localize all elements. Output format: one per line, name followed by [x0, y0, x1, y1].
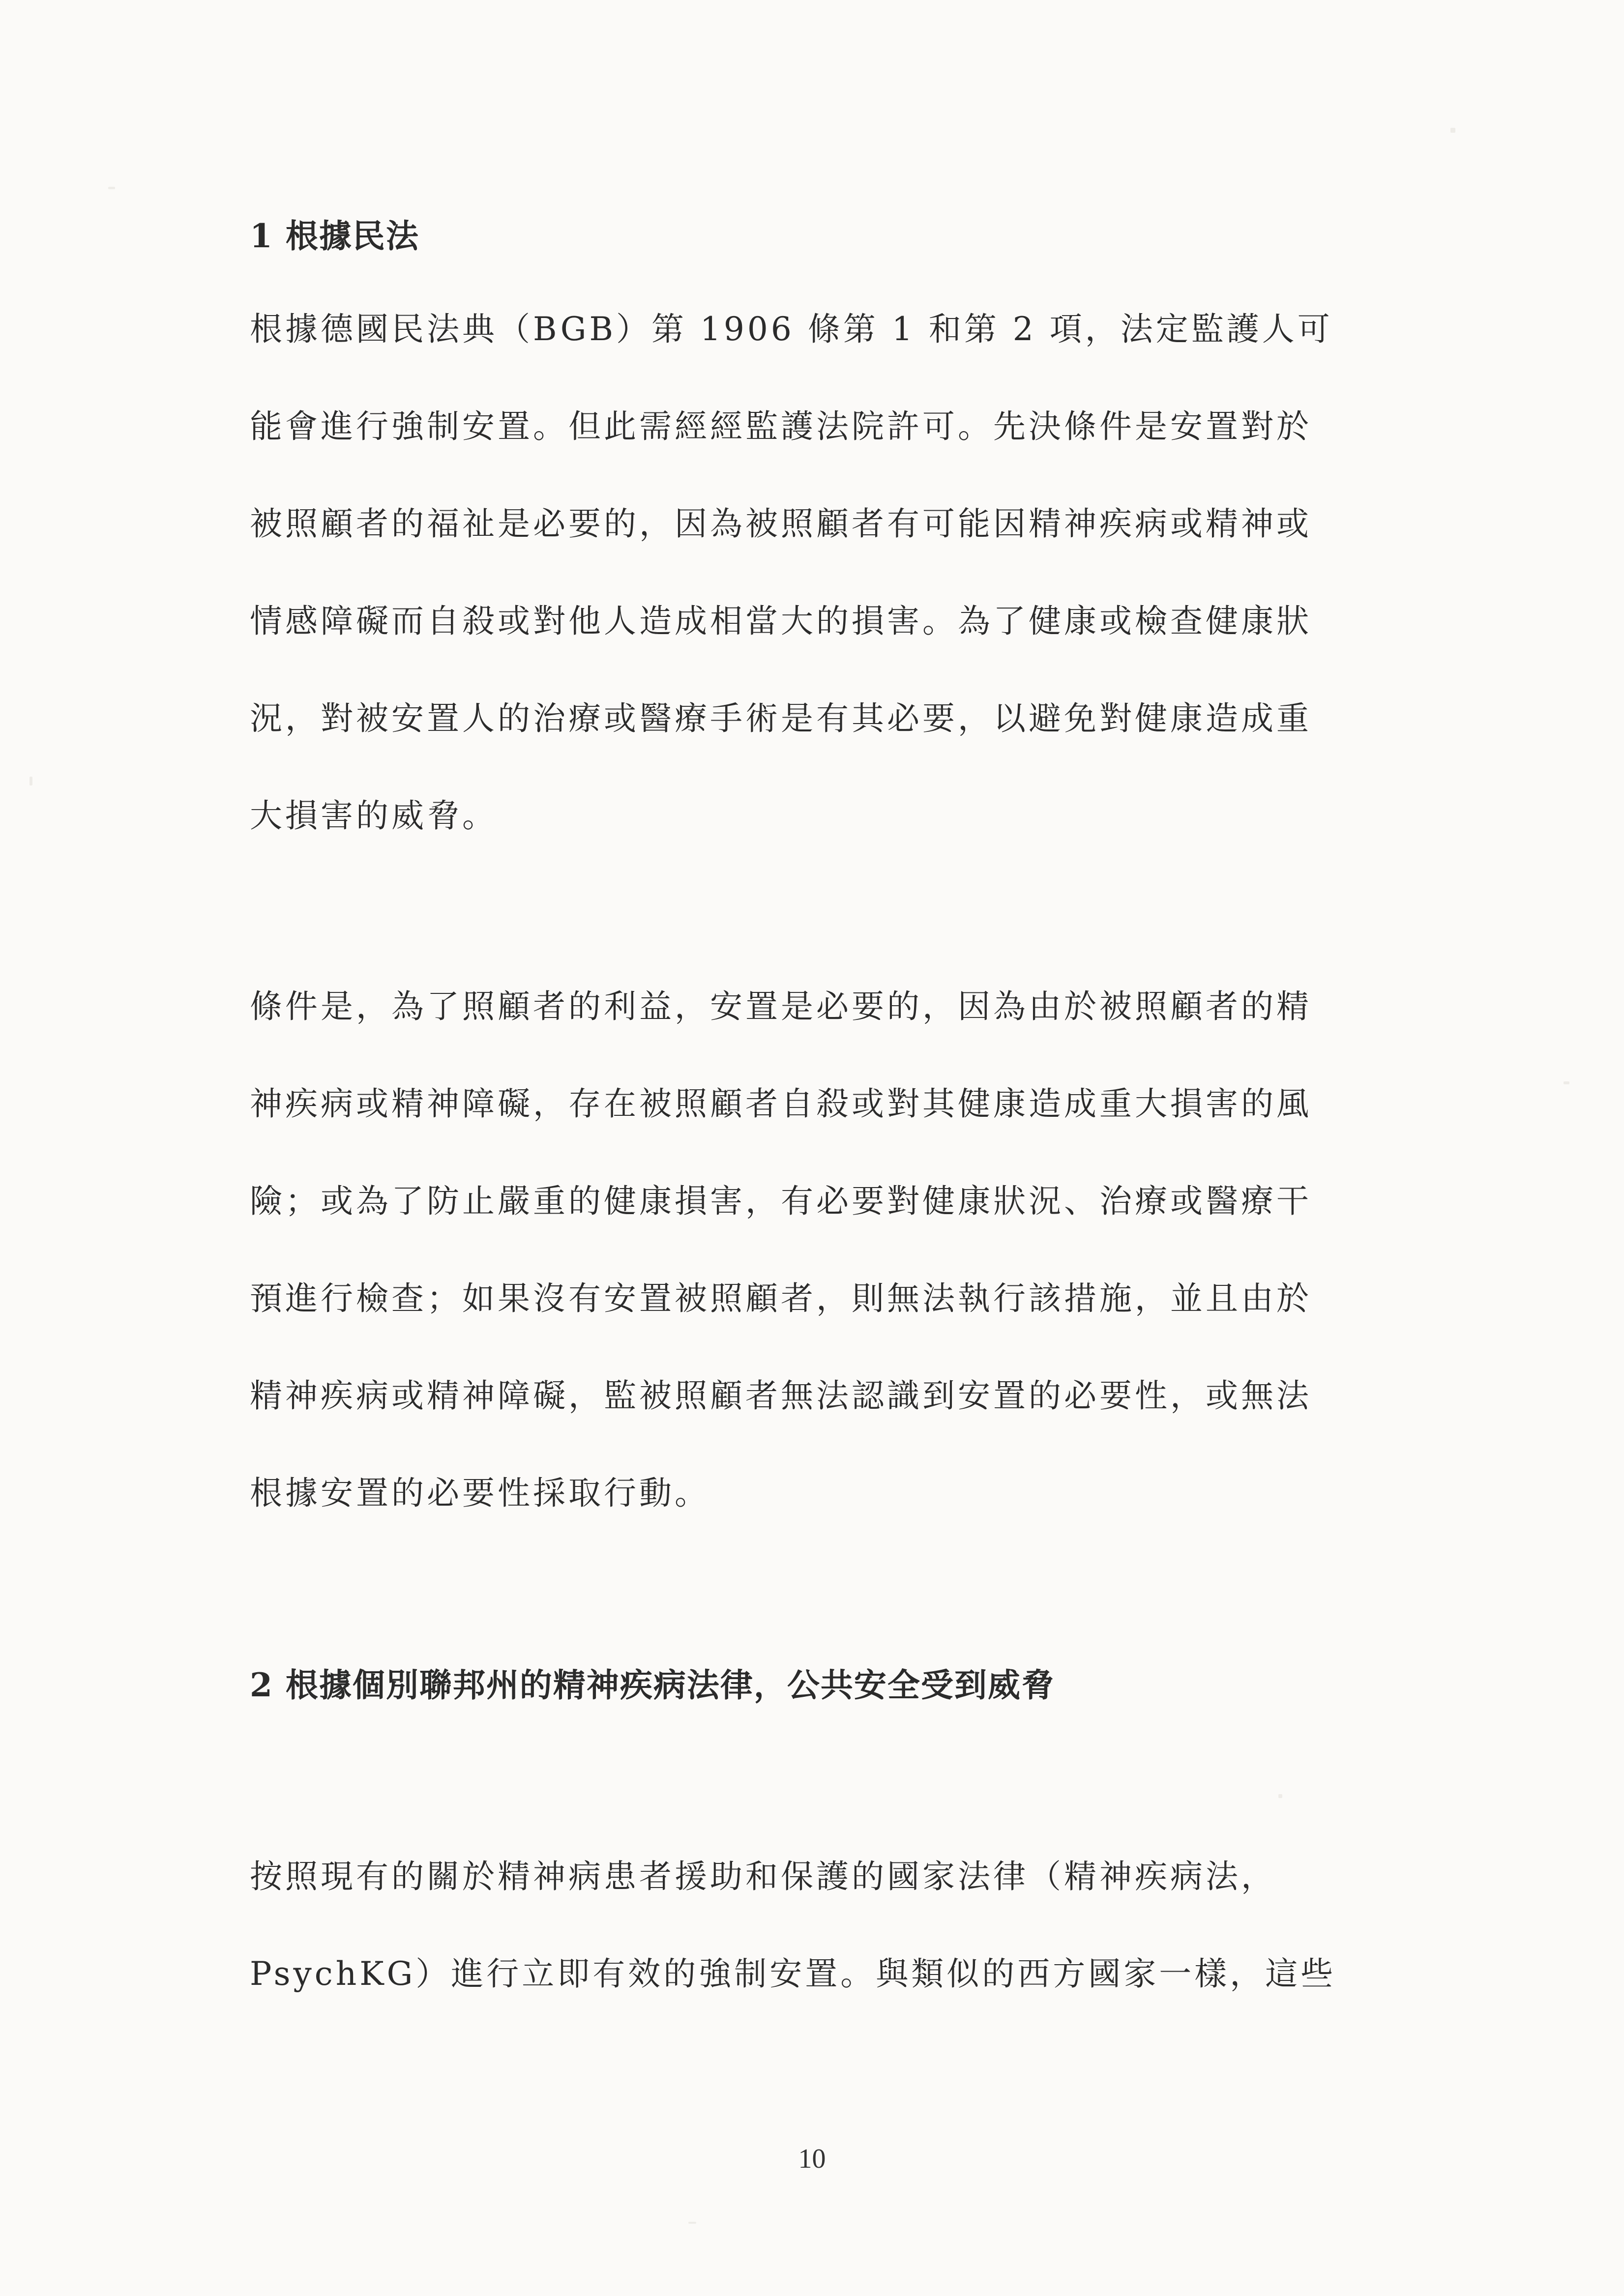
paragraph-line: 情感障礙而自殺或對他人造成相當大的損害。為了健康或檢查健康狀: [250, 602, 1312, 640]
paper-speck: [30, 777, 32, 785]
paper-speck: [1450, 128, 1455, 133]
paragraph-line: PsychKG）進行立即有效的強制安置。與類似的西方國家一樣，這些: [250, 1955, 1336, 1993]
paragraph-line: 況，對被安置人的治療或醫療手術是有其必要，以避免對健康造成重: [250, 699, 1312, 737]
paragraph-line: 大損害的威脅。: [250, 797, 498, 835]
paragraph-2: [250, 982, 1381, 1518]
section-heading-2: 2 根據個別聯邦州的精神疾病法律，公共安全受到威脅: [250, 1666, 1055, 1704]
paper-speck: [1564, 1081, 1569, 1084]
paragraph-3: [250, 1852, 1381, 1999]
paragraph-line: 按照現有的關於精神病患者援助和保護的國家法律（精神疾病法，: [250, 1858, 1276, 1895]
section-heading-1: 1 根據民法: [250, 217, 419, 255]
paper-speck: [108, 187, 115, 189]
paragraph-line: 險；或為了防止嚴重的健康損害，有必要對健康狀況、治療或醫療干: [250, 1182, 1312, 1220]
paragraph-line: 根據德國民法典（BGB）第 1906 條第 1 和第 2 項，法定監護人可: [250, 310, 1333, 348]
paragraph-line: 能會進行強制安置。但此需經經監護法院許可。先決條件是安置對於: [250, 407, 1312, 445]
document-body: [250, 211, 1381, 1999]
paragraph-line: 預進行檢查；如果沒有安置被照顧者，則無法執行該措施，並且由於: [250, 1279, 1312, 1317]
paragraph-1: [250, 305, 1381, 841]
paragraph-line: 條件是，為了照顧者的利益，安置是必要的，因為由於被照顧者的精: [250, 988, 1312, 1025]
paragraph-line: 精神疾病或精神障礙，監被照顧者無法認識到安置的必要性，或無法: [250, 1377, 1312, 1415]
paragraph-line: 神疾病或精神障礙，存在被照顧者自殺或對其健康造成重大損害的風: [250, 1085, 1312, 1123]
paragraph-line: 被照顧者的福祉是必要的，因為被照顧者有可能因精神疾病或精神或: [250, 505, 1312, 543]
paper-speck: [688, 2222, 696, 2224]
page-number: 10: [798, 2144, 826, 2174]
paragraph-line: 根據安置的必要性採取行動。: [250, 1474, 710, 1512]
